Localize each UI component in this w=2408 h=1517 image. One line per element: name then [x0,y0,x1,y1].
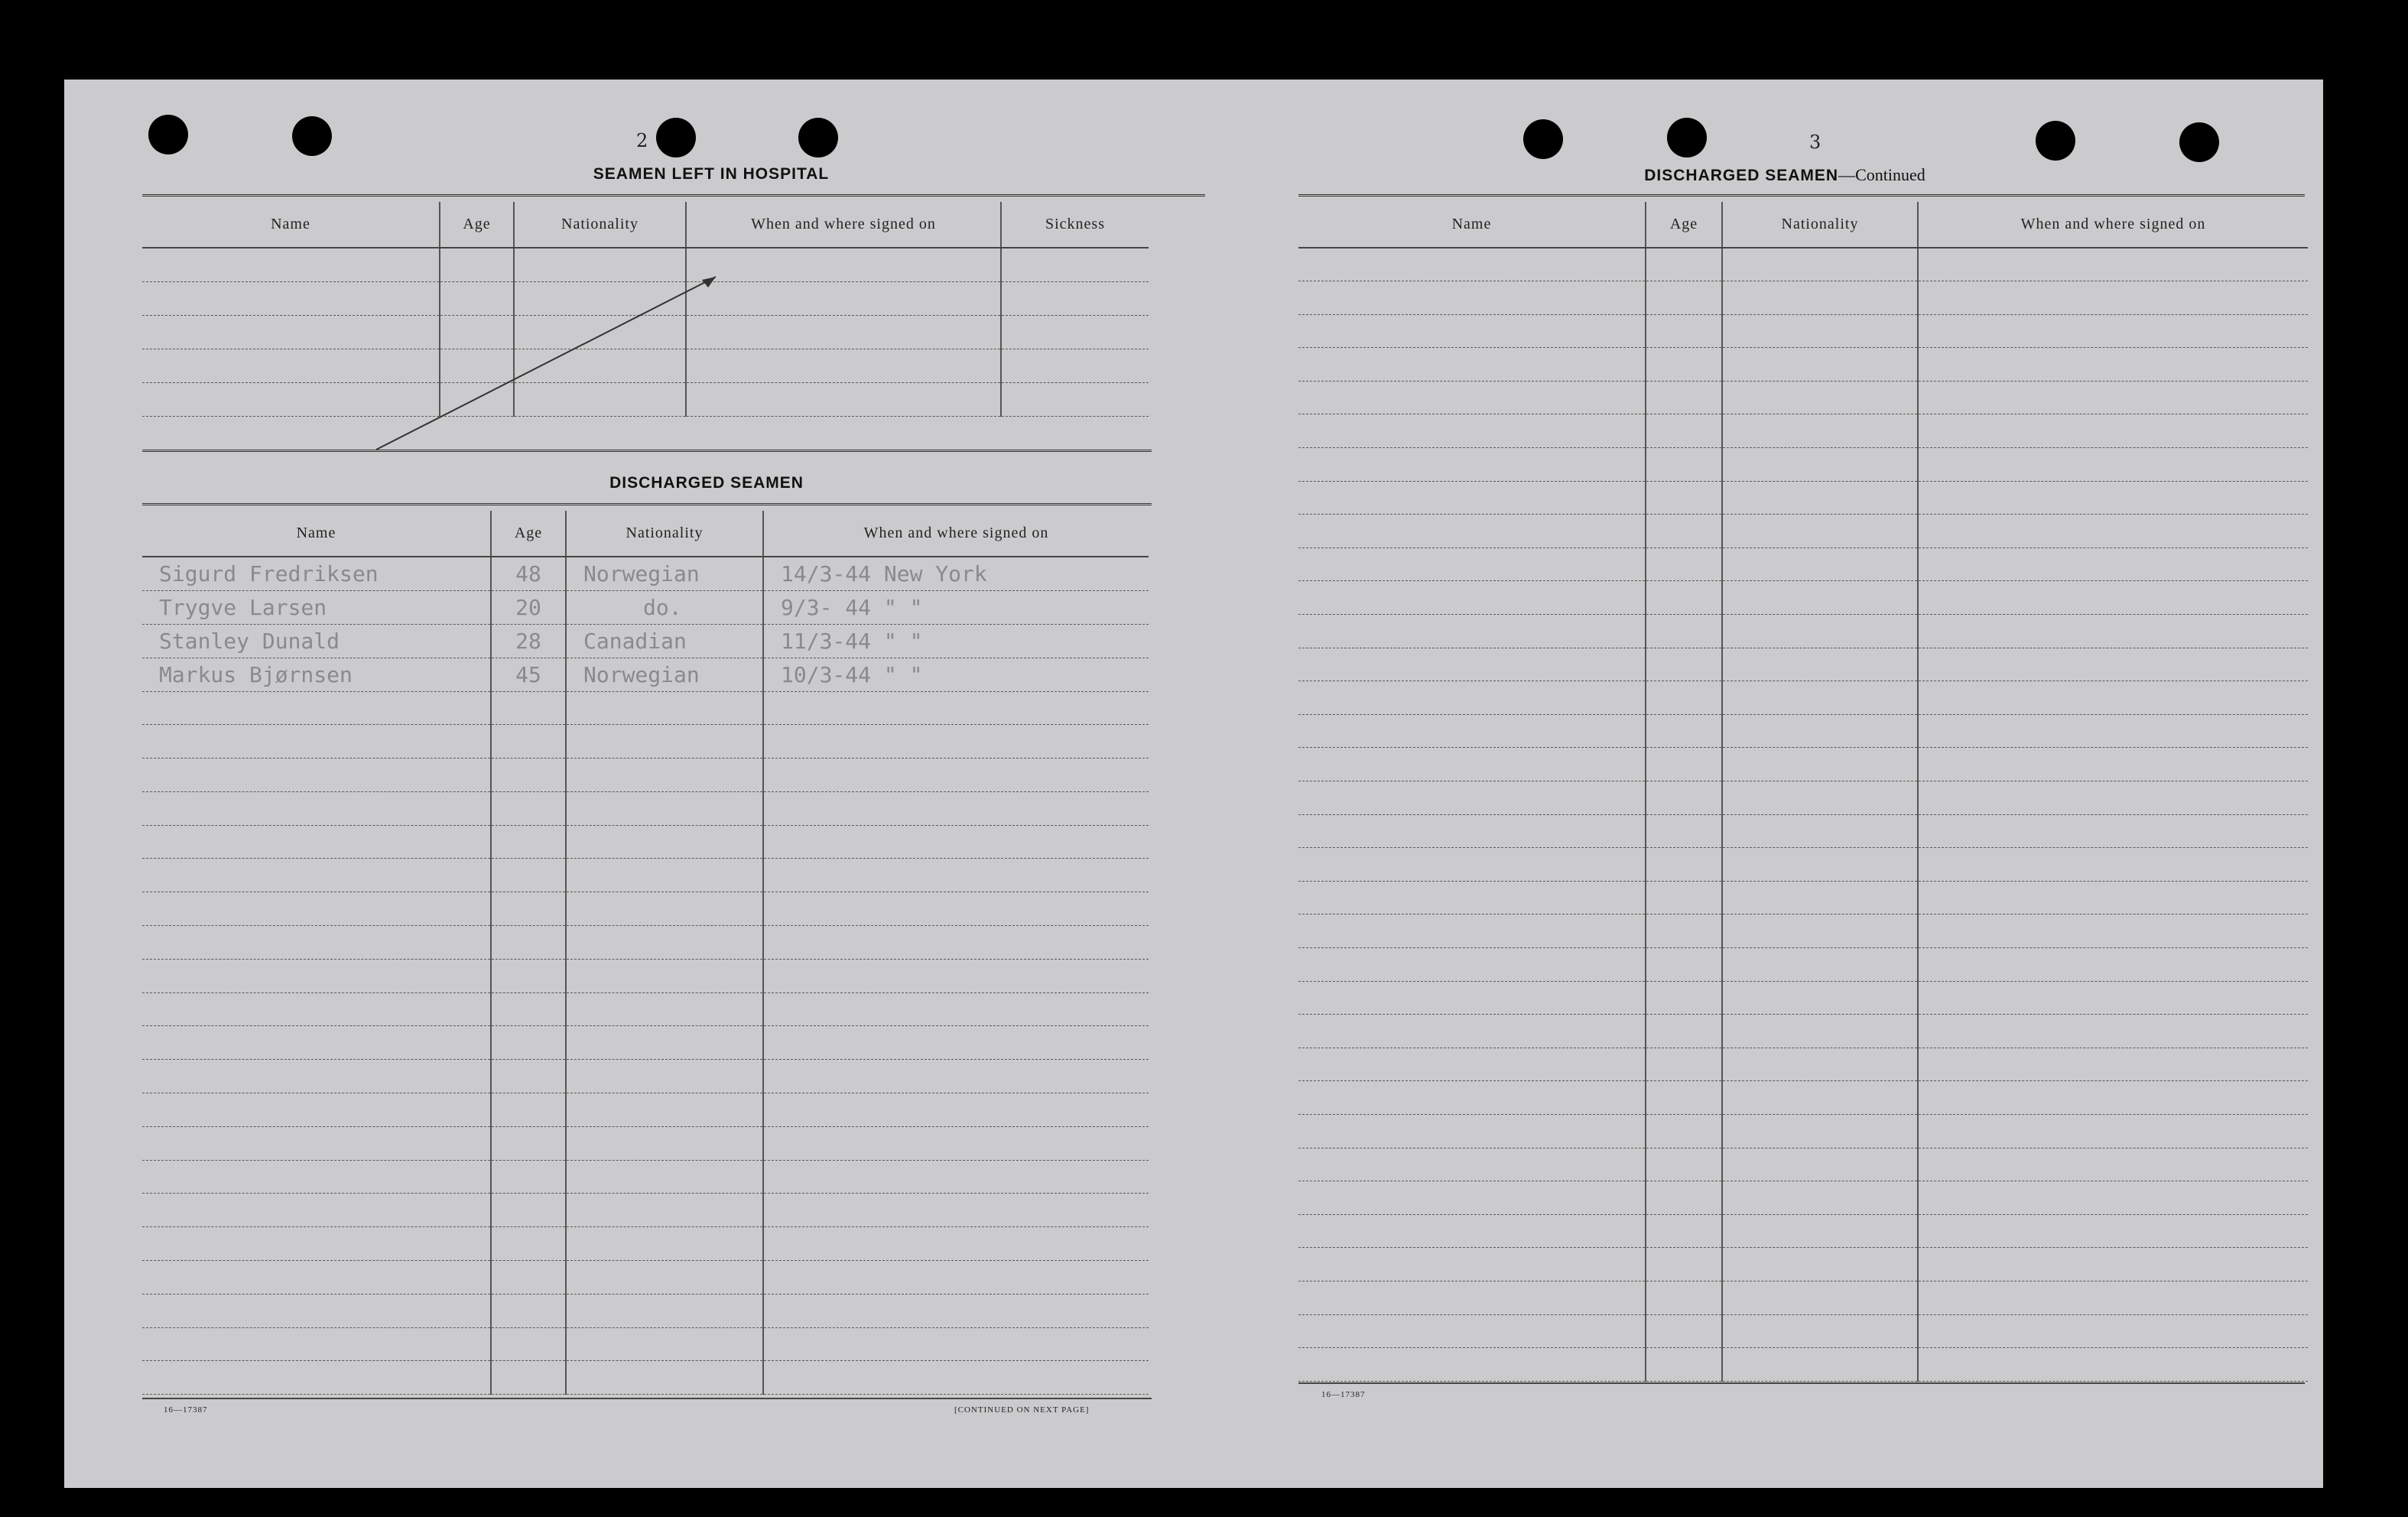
blank-row [1298,615,2308,648]
blank-row [142,725,1149,758]
col-header-age: Age [440,202,514,248]
blank-row [1298,781,2308,815]
scanned-document [64,80,2323,1488]
blank-row [142,1160,1149,1194]
blank-row [142,1327,1149,1361]
seaman-nationality: Canadian [566,624,763,658]
seaman-name: Markus Bjørnsen [142,658,491,691]
blank-row [1298,947,2308,981]
discharged-table [142,511,1149,1395]
blank-row [1298,748,2308,781]
seaman-age: 20 [491,590,566,624]
col-header-signed-on: When and where signed on [686,202,1001,248]
blank-row [1298,1314,2308,1348]
table-row [142,557,1149,590]
blank-row [142,859,1149,892]
blank-row [1298,1181,2308,1215]
blank-row [142,926,1149,960]
blank-row [1298,281,2308,315]
blank-row [1298,714,2308,748]
blank-row [1298,414,2308,448]
seaman-nationality: Norwegian [566,557,763,590]
blank-row [1298,547,2308,581]
discharged-section-title: DISCHARGED SEAMEN [609,474,804,492]
col-header-signed-on: When and where signed on [1918,202,2308,248]
blank-row [1298,914,2308,948]
blank-row [142,1227,1149,1261]
blank-row [1298,648,2308,681]
blank-row [1298,515,2308,548]
table-row [142,590,1149,624]
title-suffix: —Continued [1838,165,1925,184]
blank-row [142,825,1149,859]
col-header-sickness: Sickness [1001,202,1149,248]
table-bottom-rule [142,1398,1152,1399]
blank-row [1298,1281,2308,1314]
col-header-name: Name [142,202,440,248]
blank-row [142,791,1149,825]
col-header-age: Age [1646,202,1722,248]
seaman-signed-on: 9/3- 44 " " [763,590,1149,624]
seaman-signed-on: 10/3-44 " " [763,658,1149,691]
blank-row [142,1194,1149,1227]
blank-row [1298,481,2308,515]
col-header-nationality: Nationality [514,202,686,248]
blank-row [1298,1348,2308,1382]
blank-row [1298,1214,2308,1248]
form-number: 16—17387 [1321,1390,1366,1399]
blank-row [142,1060,1149,1093]
blank-row [1298,881,2308,914]
form-number: 16—17387 [164,1405,208,1415]
seaman-name: Trygve Larsen [142,590,491,624]
col-header-name: Name [142,511,491,557]
seaman-age: 28 [491,624,566,658]
seaman-signed-on: 14/3-44 New York [763,557,1149,590]
hospital-section-title: SEAMEN LEFT IN HOSPITAL [593,165,830,183]
seaman-nationality: do. [566,590,763,624]
blank-row [1298,381,2308,414]
seaman-name: Sigurd Fredriksen [142,557,491,590]
blank-row [142,1361,1149,1395]
blank-row [1298,1248,2308,1281]
blank-row [142,1294,1149,1327]
col-header-nationality: Nationality [566,511,763,557]
blank-row [142,992,1149,1026]
col-header-age: Age [491,511,566,557]
title-main: DISCHARGED SEAMEN [1644,167,1839,184]
page-number: 2 [636,130,648,151]
discharged-continued-title [1364,165,2205,185]
blank-row [142,1093,1149,1127]
blank-row [1298,814,2308,848]
blank-row [1298,348,2308,382]
page-number: 3 [1809,132,1821,153]
seaman-age: 48 [491,557,566,590]
blank-row [1298,448,2308,482]
table-row [142,658,1149,691]
seaman-signed-on: 11/3-44 " " [763,624,1149,658]
col-header-signed-on: When and where signed on [763,511,1149,557]
blank-row [1298,1081,2308,1115]
col-header-name: Name [1298,202,1646,248]
table-top-rule [1298,194,2305,198]
blank-row [1298,248,2308,281]
blank-row [142,1261,1149,1294]
discharged-continued-table [1298,202,2308,1382]
blank-row [1298,314,2308,348]
continued-note: [CONTINUED ON NEXT PAGE] [954,1405,1090,1415]
blank-row [1298,1148,2308,1181]
blank-row [1298,848,2308,882]
seaman-nationality: Norwegian [566,658,763,691]
seaman-name: Stanley Dunald [142,624,491,658]
blank-row [142,691,1149,725]
col-header-nationality: Nationality [1722,202,1918,248]
blank-row [142,1126,1149,1160]
table-bottom-rule [1298,1382,2305,1384]
blank-row [142,892,1149,926]
blank-row [142,959,1149,992]
blank-row [142,758,1149,792]
table-row [142,624,1149,658]
blank-row [142,1026,1149,1060]
blank-row [1298,1015,2308,1048]
blank-row [1298,681,2308,715]
blank-row [1298,581,2308,615]
seaman-age: 45 [491,658,566,691]
blank-row [1298,1048,2308,1081]
blank-row [1298,981,2308,1015]
blank-row [1298,1114,2308,1148]
table-top-rule [142,503,1152,507]
